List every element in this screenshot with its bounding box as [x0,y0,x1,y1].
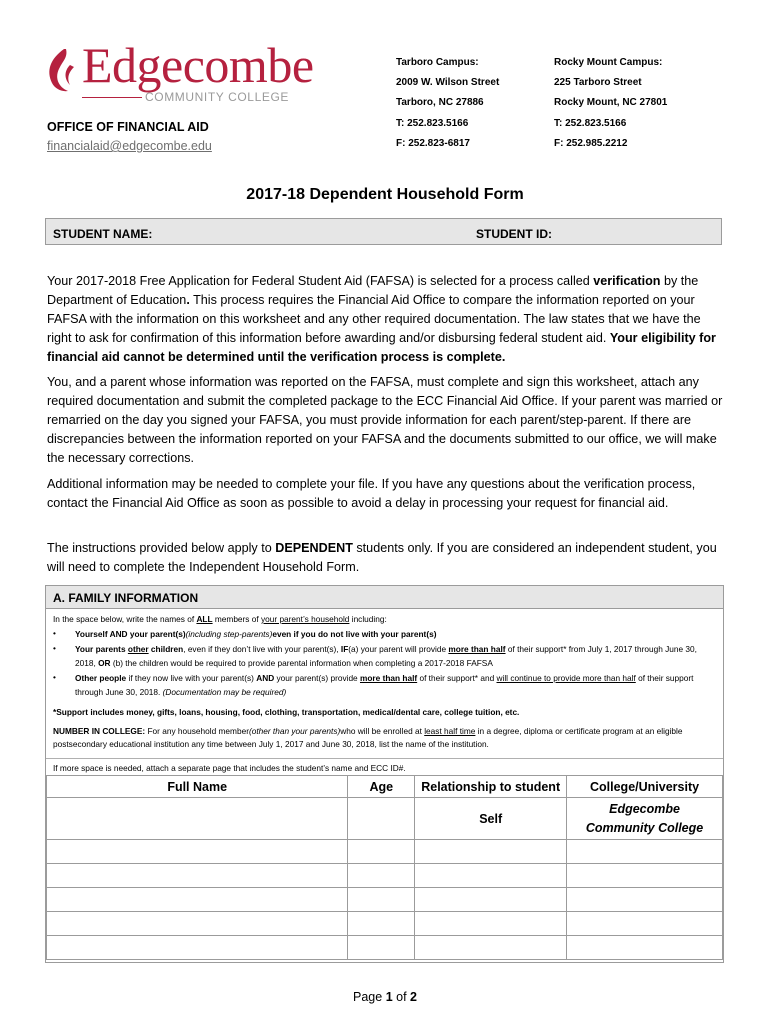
rocky-mount-street: 225 Tarboro Street [554,77,642,88]
relationship-cell[interactable] [415,912,567,936]
rocky-mount-city: Rocky Mount, NC 27801 [554,97,668,108]
table-row [47,912,723,936]
rocky-mount-fax: F: 252.985.2212 [554,138,628,149]
flame-logo-icon [44,47,80,93]
bullet-glyph: • [53,672,56,682]
support-note: *Support includes money, gifts, loans, housing, food, clothing, transportation, medical/dental care, college tuition, etc. [53,707,520,717]
column-header-age: Age [348,776,415,798]
tarboro-phone: T: 252.823.5166 [396,118,469,129]
submission-paragraph: You, and a parent whose information was reported on the FAFSA, must complete and sign this worksheet, attach any required documentation and submit the completed package to the ECC Financial Aid Office. If your parent was married or remarried on the day you signed your FAFSA, you must provide information for each parent/step-parent. If there are discrepancies between the information reported on your FAFSA and the documents submitted to our office, we will make the necessary corrections. [47,375,723,465]
family-section-header: A. FAMILY INFORMATION [46,586,723,609]
college-logo-subtitle: COMMUNITY COLLEGE [145,90,289,104]
full-name-cell[interactable] [47,840,348,864]
full-name-cell[interactable] [47,888,348,912]
age-cell[interactable] [348,936,415,960]
bullet-other-children: Your parents other children, even if they don’t live with your parent(s), IF(a) your parent will provide more than half of their support* from July 1, 2017 through June 30, 2018, OR (b) the children would be required to provide parental information when completing a 2017-2018 FAFSA [75,644,697,668]
rocky-mount-campus-title: Rocky Mount Campus: [554,57,663,68]
verification-paragraph: Your 2017-2018 Free Application for Federal Student Aid (FAFSA) is selected for a process called verification by the Department of Education. This process requires the Financial Aid Office to compare the information reported on your FAFSA with the information on this worksheet and any other required documentation. The law states that we have the right to ask for confirmation of this information before awarding and/or disbursing federal student aid. Your eligibility for financial aid cannot be determined until the verification process is complete. [47,274,716,364]
form-title: 2017-18 Dependent Household Form [246,186,524,203]
age-cell[interactable] [348,864,415,888]
college-cell[interactable] [567,864,723,888]
column-header-full-name: Full Name [47,776,348,798]
family-information-section [45,585,724,963]
college-logo-name: Edgecombe [82,37,314,93]
full-name-cell[interactable] [47,798,348,840]
tarboro-street: 2009 W. Wilson Street [396,77,500,88]
additional-info-paragraph: Additional information may be needed to complete your file. If you have any questions about the verification process, contact the Financial Aid Office as soon as possible to avoid a delay in processing your request for financial aid. [47,477,696,510]
office-title: OFFICE OF FINANCIAL AID [47,120,209,134]
college-cell[interactable] [567,912,723,936]
table-row-self [47,798,723,840]
office-email-link[interactable]: financialaid@edgecombe.edu [47,139,212,153]
full-name-cell[interactable] [47,936,348,960]
number-in-college-note: NUMBER IN COLLEGE: For any household member(other than your parents)who will be enrolled at least half time in a degree, diploma or certificate program at an eligible postsecondary educational institution any time between July 1, 2017 and June 30, 2018, list the name of the institution. [53,726,683,749]
bullet-glyph: • [53,628,56,638]
logo-divider [82,97,142,98]
page-number: Page 1 of 2 [353,990,417,1004]
age-cell[interactable] [348,840,415,864]
table-row [47,840,723,864]
rocky-mount-phone: T: 252.823.5166 [554,118,627,129]
table-header-row [47,776,723,798]
relationship-cell: Self [415,798,567,840]
relationship-cell[interactable] [415,888,567,912]
family-intro: In the space below, write the names of ALL members of your parent’s household including: [53,614,387,624]
relationship-cell[interactable] [415,936,567,960]
divider [46,758,723,759]
table-row [47,888,723,912]
full-name-cell[interactable] [47,912,348,936]
column-header-relationship: Relationship to student [415,776,567,798]
tarboro-city: Tarboro, NC 27886 [396,97,484,108]
table-row [47,936,723,960]
column-header-college: College/University [567,776,723,798]
household-members-table [46,775,723,960]
relationship-cell[interactable] [415,864,567,888]
college-cell[interactable] [567,888,723,912]
tarboro-fax: F: 252.823-6817 [396,138,470,149]
age-cell[interactable] [348,888,415,912]
bullet-self-parents: Yourself AND your parent(s)(including step-parents)even if you do not live with your parent(s) [75,629,437,639]
table-row [47,864,723,888]
student-id-label[interactable]: STUDENT ID: [476,227,552,241]
age-cell[interactable] [348,912,415,936]
dependent-instructions-paragraph: The instructions provided below apply to DEPENDENT students only. If you are considered an independent student, you will need to complete the Independent Household Form. [47,541,717,574]
student-name-label[interactable]: STUDENT NAME: [53,227,153,241]
bullet-other-people: Other people if they now live with your parent(s) AND your parent(s) provide more than half of their support* and will continue to provide more than half of their support through June 30, 2018. (Documentation may be required) [75,673,694,697]
age-cell[interactable] [348,798,415,840]
more-space-note: If more space is needed, attach a separate page that includes the student’s name and ECC ID#. [53,763,406,773]
full-name-cell[interactable] [47,864,348,888]
relationship-cell[interactable] [415,840,567,864]
college-cell[interactable] [567,840,723,864]
bullet-glyph: • [53,643,56,653]
student-info-bar [45,218,722,245]
college-cell[interactable] [567,936,723,960]
college-cell: Edgecombe Community College [567,798,723,840]
tarboro-campus-title: Tarboro Campus: [396,57,479,68]
